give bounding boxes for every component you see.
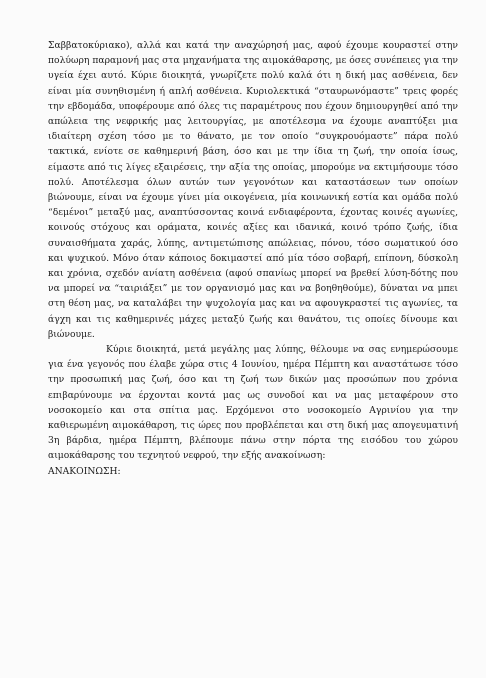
document-body	[48, 38, 458, 479]
announcement-heading: ΑΝΑΚΟΙΝΩΣΗ:	[48, 465, 121, 477]
body-paragraph-2: Κύριε διοικητά, μετά μεγάλης μας λύπης, θέλουμε να σας ενημερώσουμε για ένα γεγονός που έλαβε χώρα στις 4 Ιουνίου, ημέρα Πέμπτη και αναστάτωσε τόσο την προσωπική μας ζωή, όσο και τη ζωή των δικών μας προσώπων που χρόνια επιβαρύνουμε να έρχονται κοντά μας ως συνοδοί και να μας μεταφέρουν στο νοσοκομείο και στα σπίτια μας. Ερχόμενοι στο νοσοκομείο Αγρινίου για την καθιερωμένη αιμοκάθαρση, τις ώρες που προβλέπεται και στη δική μας απογευματινή 3η βάρδια, ημέρα Πέμπτη, βλέπουμε πάνω στην πόρτα της εισόδου του χώρου αιμοκάθαρσης του τεχνητού νεφρού, την εξής ανακοίνωση:	[48, 344, 458, 462]
body-paragraph-1: Σαββατοκύριακο), αλλά και κατά την αναχώρησή μας, αφού έχουμε κουραστεί στην πολύωρη παραμονή μας στα μηχανήματα της αιμοκάθαρσης, με όσες συνέπειες για την υγεία έχει αυτό. Κύριε διοικητά, γνωρίζετε πολύ καλά ότι η δική μας ασθένεια, δεν είναι μία συνηθισμένη ή απλή ασθένεια. Κυριολεκτικά “σταυρωνόμαστε” τρεις φορές την εβδομάδα, υποφέρουμε από όλες τις παραμέτρους που έχουν δημιουργηθεί από την απώλεια της νεφρικής μας λειτουργίας, με αποτέλεσμα να έχουμε αναπτύξει μια ιδιαίτερη σχέση τόσο με το θάνατο, με τον οποίο “συγκρουόμαστε” πάρα πολύ τακτικά, ενίοτε σε καθημερινή βάση, όσο και με την ίδια τη ζωή, την οποία ίσως, είμαστε από τις λίγες εξαιρέσεις, την αξία της οποίας, μπορούμε να εκτιμήσουμε τόσο πολύ. Αποτέλεσμα όλων αυτών των γεγονότων και καταστάσεων των οποίων βιώνουμε, είναι να έχουμε γίνει μία οικογένεια, μία κοινωνική εστία και ομάδα πολύ “δεμένοι” μεταξύ μας, αναπτύσσοντας κοινά ενδιαφέροντα, έχοντας κοινές αγωνίες, κοινούς στόχους και οράματα, κοινές αξίες και ιδανικά, κοινό τρόπο ζωής, ίδια συναισθήματα χαράς, λύπης, αντιμετώπισης απώλειας, πόνου, τόσο σωματικού όσο και ψυχικού. Μόνο όταν κάποιος δοκιμαστεί από μία τόσο σοβαρή, επίπονη, δύσκολη και χρόνια, σχεδόν ανίατη ασθένεια (αφού σπανίως μπορεί να βρεθεί λύση-δότης που να μπορεί να “ταιριάξει” με τον οργανισμό μας και να βοηθηθούμε), δύναται να μπει στη θέση μας, να καταλάβει την ψυχολογία μας και να αφουγκραστεί τις αγωνίες, τα άγχη και τις καθημερινές μάχες μεταξύ ζωής και θανάτου, τις οποίες δίνουμε και βιώνουμε.	[48, 40, 458, 340]
